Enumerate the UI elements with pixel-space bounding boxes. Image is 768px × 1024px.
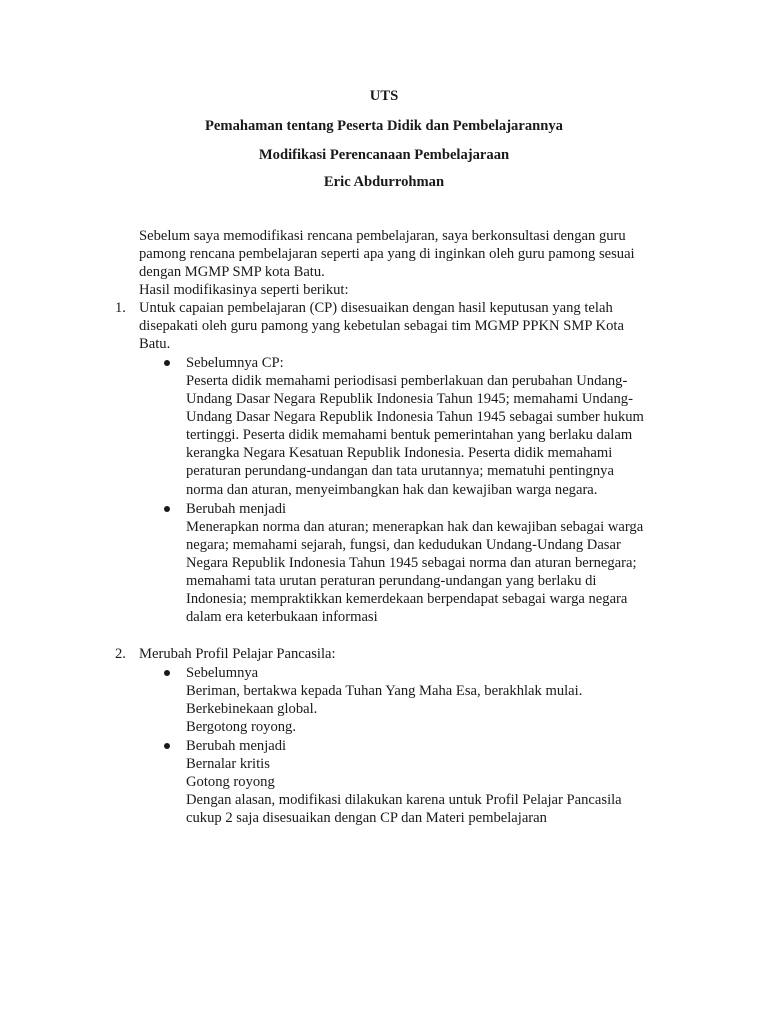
bullet-line: Indonesia; mempraktikkan kemerdekaan berpendapat sebagai warga negara	[186, 591, 628, 607]
bullet-line: Gotong royong	[186, 774, 275, 790]
document-author: Eric Abdurrohman	[323, 174, 445, 190]
list-item-line: disepakati oleh guru pamong yang kebetulan sebagai tim MGMP PPKN SMP Kota	[139, 318, 624, 334]
list-item-line: Merubah Profil Pelajar Pancasila:	[139, 646, 336, 662]
bullet-line: Undang Dasar Negara Republik Indonesia Tahun 1945 sebagai sumber hukum	[186, 409, 644, 425]
bullet-line: Undang Dasar Negara Republik Indonesia Tahun 1945; memahami Undang-	[186, 391, 633, 407]
bullet-line: Bergotong royong.	[186, 719, 296, 735]
bullet-line: Sebelumnya CP:	[186, 355, 284, 371]
bullet-line: Sebelumnya	[186, 665, 259, 681]
bullet-line: Berubah menjadi	[186, 501, 287, 517]
bullet-icon	[164, 743, 170, 749]
bullet-line: memahami tata urutan peraturan perundang-undangan yang berlaku di	[186, 573, 597, 589]
bullet-line: tertinggi. Peserta didik memahami bentuk pemerintahan yang berlaku dalam	[186, 427, 633, 443]
intro-line: dengan MGMP SMP kota Batu.	[139, 264, 325, 280]
document-topic: Modifikasi Perencanaan Pembelajaraan	[258, 147, 510, 163]
intro-line: pamong rencana pembelajaran seperti apa yang di inginkan oleh guru pamong sesuai	[139, 246, 635, 262]
bullet-line: Peserta didik memahami periodisasi pemberlakuan dan perubahan Undang-	[186, 373, 628, 389]
bullet-line: Berkebinekaan global.	[186, 701, 318, 717]
bullet-line: cukup 2 saja disesuaikan dengan CP dan Materi pembelajaran	[186, 810, 547, 826]
list-item-line: Untuk capaian pembelajaran (CP) disesuaikan dengan hasil keputusan yang telah	[139, 300, 613, 316]
list-number: 1.	[115, 300, 126, 316]
intro-line: Hasil modifikasinya seperti berikut:	[139, 282, 349, 298]
list-number: 2.	[115, 646, 126, 662]
bullet-line: Beriman, bertakwa kepada Tuhan Yang Maha Esa, berakhlak mulai.	[186, 683, 583, 699]
bullet-line: Dengan alasan, modifikasi dilakukan karena untuk Profil Pelajar Pancasila	[186, 792, 622, 808]
bullet-line: kerangka Negara Kesatuan Republik Indonesia. Peserta didik memahami	[186, 445, 613, 461]
bullet-line: Menerapkan norma dan aturan; menerapkan hak dan kewajiban sebagai warga	[186, 519, 644, 535]
bullet-line: dalam era keterbukaan informasi	[186, 609, 378, 625]
document-title: UTS	[369, 88, 399, 104]
bullet-line: Bernalar kritis	[186, 756, 270, 772]
bullet-line: norma dan aturan, menyeimbangkan hak dan kewajiban warga negara.	[186, 482, 598, 498]
bullet-icon	[164, 670, 170, 676]
intro-line: Sebelum saya memodifikasi rencana pembelajaran, saya berkonsultasi dengan guru	[139, 228, 626, 244]
bullet-line: Berubah menjadi	[186, 738, 287, 754]
bullet-line: peraturan perundang-undangan dan tata urutannya; mematuhi pentingnya	[186, 463, 614, 479]
bullet-line: negara; memahami sejarah, fungsi, dan kedudukan Undang-Undang Dasar	[186, 537, 621, 553]
document-subtitle: Pemahaman tentang Peserta Didik dan Pembelajarannya	[205, 118, 563, 134]
list-item-line: Batu.	[139, 336, 171, 352]
bullet-icon	[164, 506, 170, 512]
bullet-icon	[164, 360, 170, 366]
bullet-line: Negara Republik Indonesia Tahun 1945 sebagai norma dan aturan bernegara;	[186, 555, 637, 571]
